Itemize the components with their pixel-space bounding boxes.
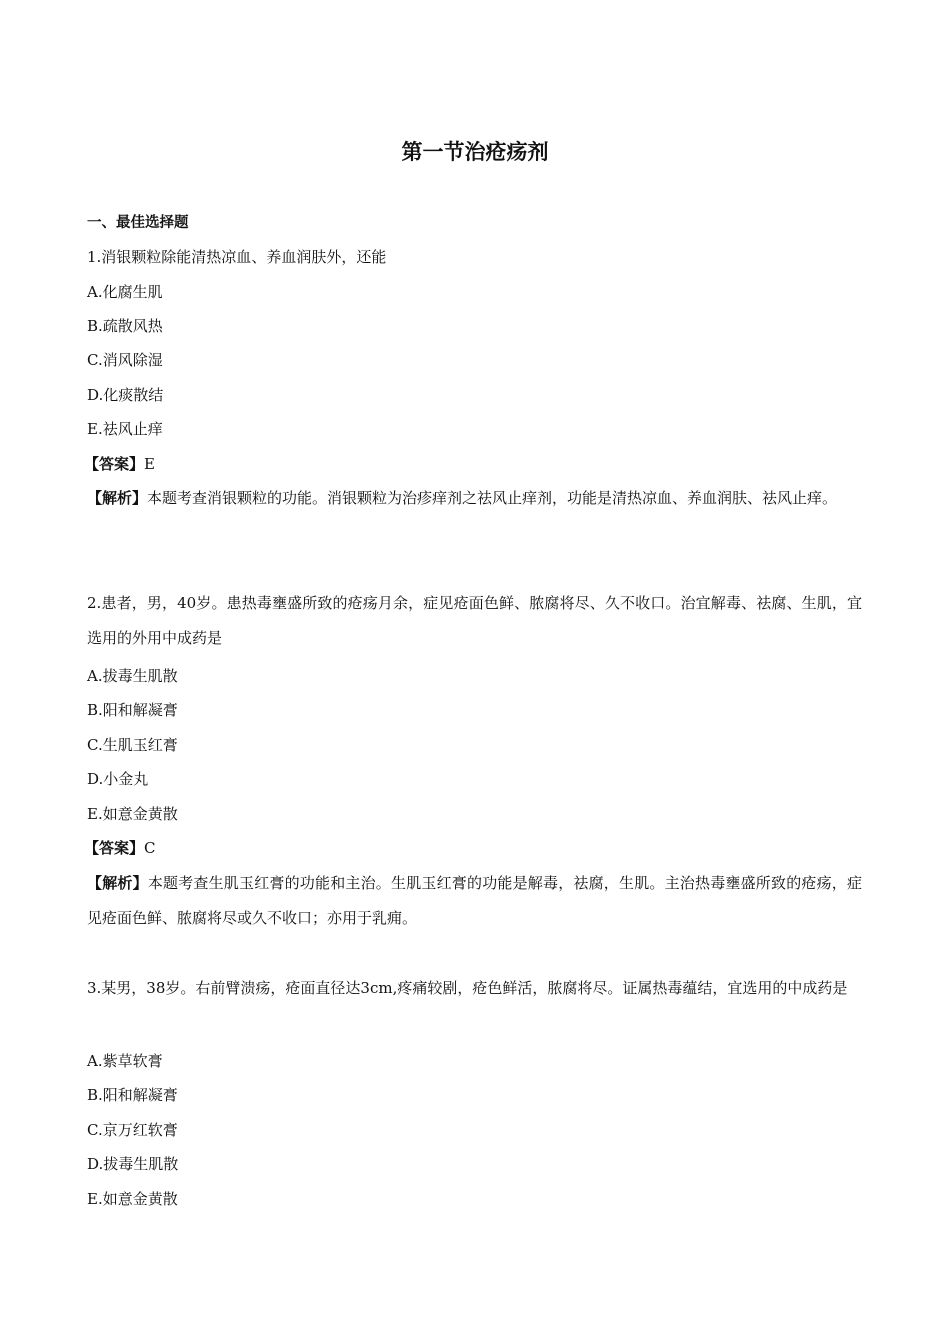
page-title: 第一节治疮疡剂 <box>401 140 549 164</box>
option-b: B.阳和解凝膏 <box>87 1086 178 1104</box>
answer-value: C <box>144 839 156 857</box>
option-e: E.祛风止痒 <box>87 420 163 438</box>
question-stem: 1.消银颗粒除能清热凉血、养血润肤外，还能 <box>87 248 387 266</box>
option-e: E.如意金黄散 <box>87 1190 178 1208</box>
option-a: A.拔毒生肌散 <box>87 667 178 685</box>
option-d: D.拔毒生肌散 <box>87 1155 179 1173</box>
analysis-label: 【解析】 <box>87 489 148 507</box>
answer <box>84 452 155 476</box>
option-c: C.京万红软膏 <box>87 1121 178 1139</box>
analysis-label: 【解析】 <box>87 874 148 892</box>
answer-label: 【答案】 <box>84 839 145 857</box>
option-c: C.消风除湿 <box>87 351 163 369</box>
option-a: A.紫草软膏 <box>87 1052 163 1070</box>
answer-label: 【答案】 <box>84 455 145 473</box>
answer <box>84 836 156 860</box>
option-d: D.化痰散结 <box>87 386 164 404</box>
option-e: E.如意金黄散 <box>87 805 178 823</box>
question-stem: 3.某男，38岁。右前臂溃疡，疮面直径达3cm,疼痛较剧，疮色鲜活，脓腐将尽。证属热毒蕴结，宜选用的中成药是 <box>87 979 848 997</box>
analysis-text: 本题考查生肌玉红膏的功能和主治。生肌玉红膏的功能是解毒，祛腐，生肌。主治热毒壅盛所致的疮疡，症见疮面色鲜、脓腐将尽或久不收口；亦用于乳痈。 <box>87 874 862 927</box>
option-b: B.疏散风热 <box>87 317 163 335</box>
option-c: C.生肌玉红膏 <box>87 736 178 754</box>
option-d: D.小金丸 <box>87 770 149 788</box>
question-stem: 2.患者，男，40岁。患热毒壅盛所致的疮疡月余，症见疮面色鲜、脓腐将尽、久不收口。治宜解毒、祛腐、生肌，宜选用的外用中成药是 <box>87 594 862 647</box>
option-b: B.阳和解凝膏 <box>87 701 178 719</box>
analysis <box>87 481 862 516</box>
option-a: A.化腐生肌 <box>87 283 163 301</box>
analysis-text: 本题考查消银颗粒的功能。消银颗粒为治疹痒剂之祛风止痒剂，功能是清热凉血、养血润肤、祛风止痒。 <box>147 489 838 507</box>
section-heading: 一、最佳选择题 <box>87 215 189 231</box>
analysis <box>87 866 862 935</box>
answer-value: E <box>144 455 155 473</box>
